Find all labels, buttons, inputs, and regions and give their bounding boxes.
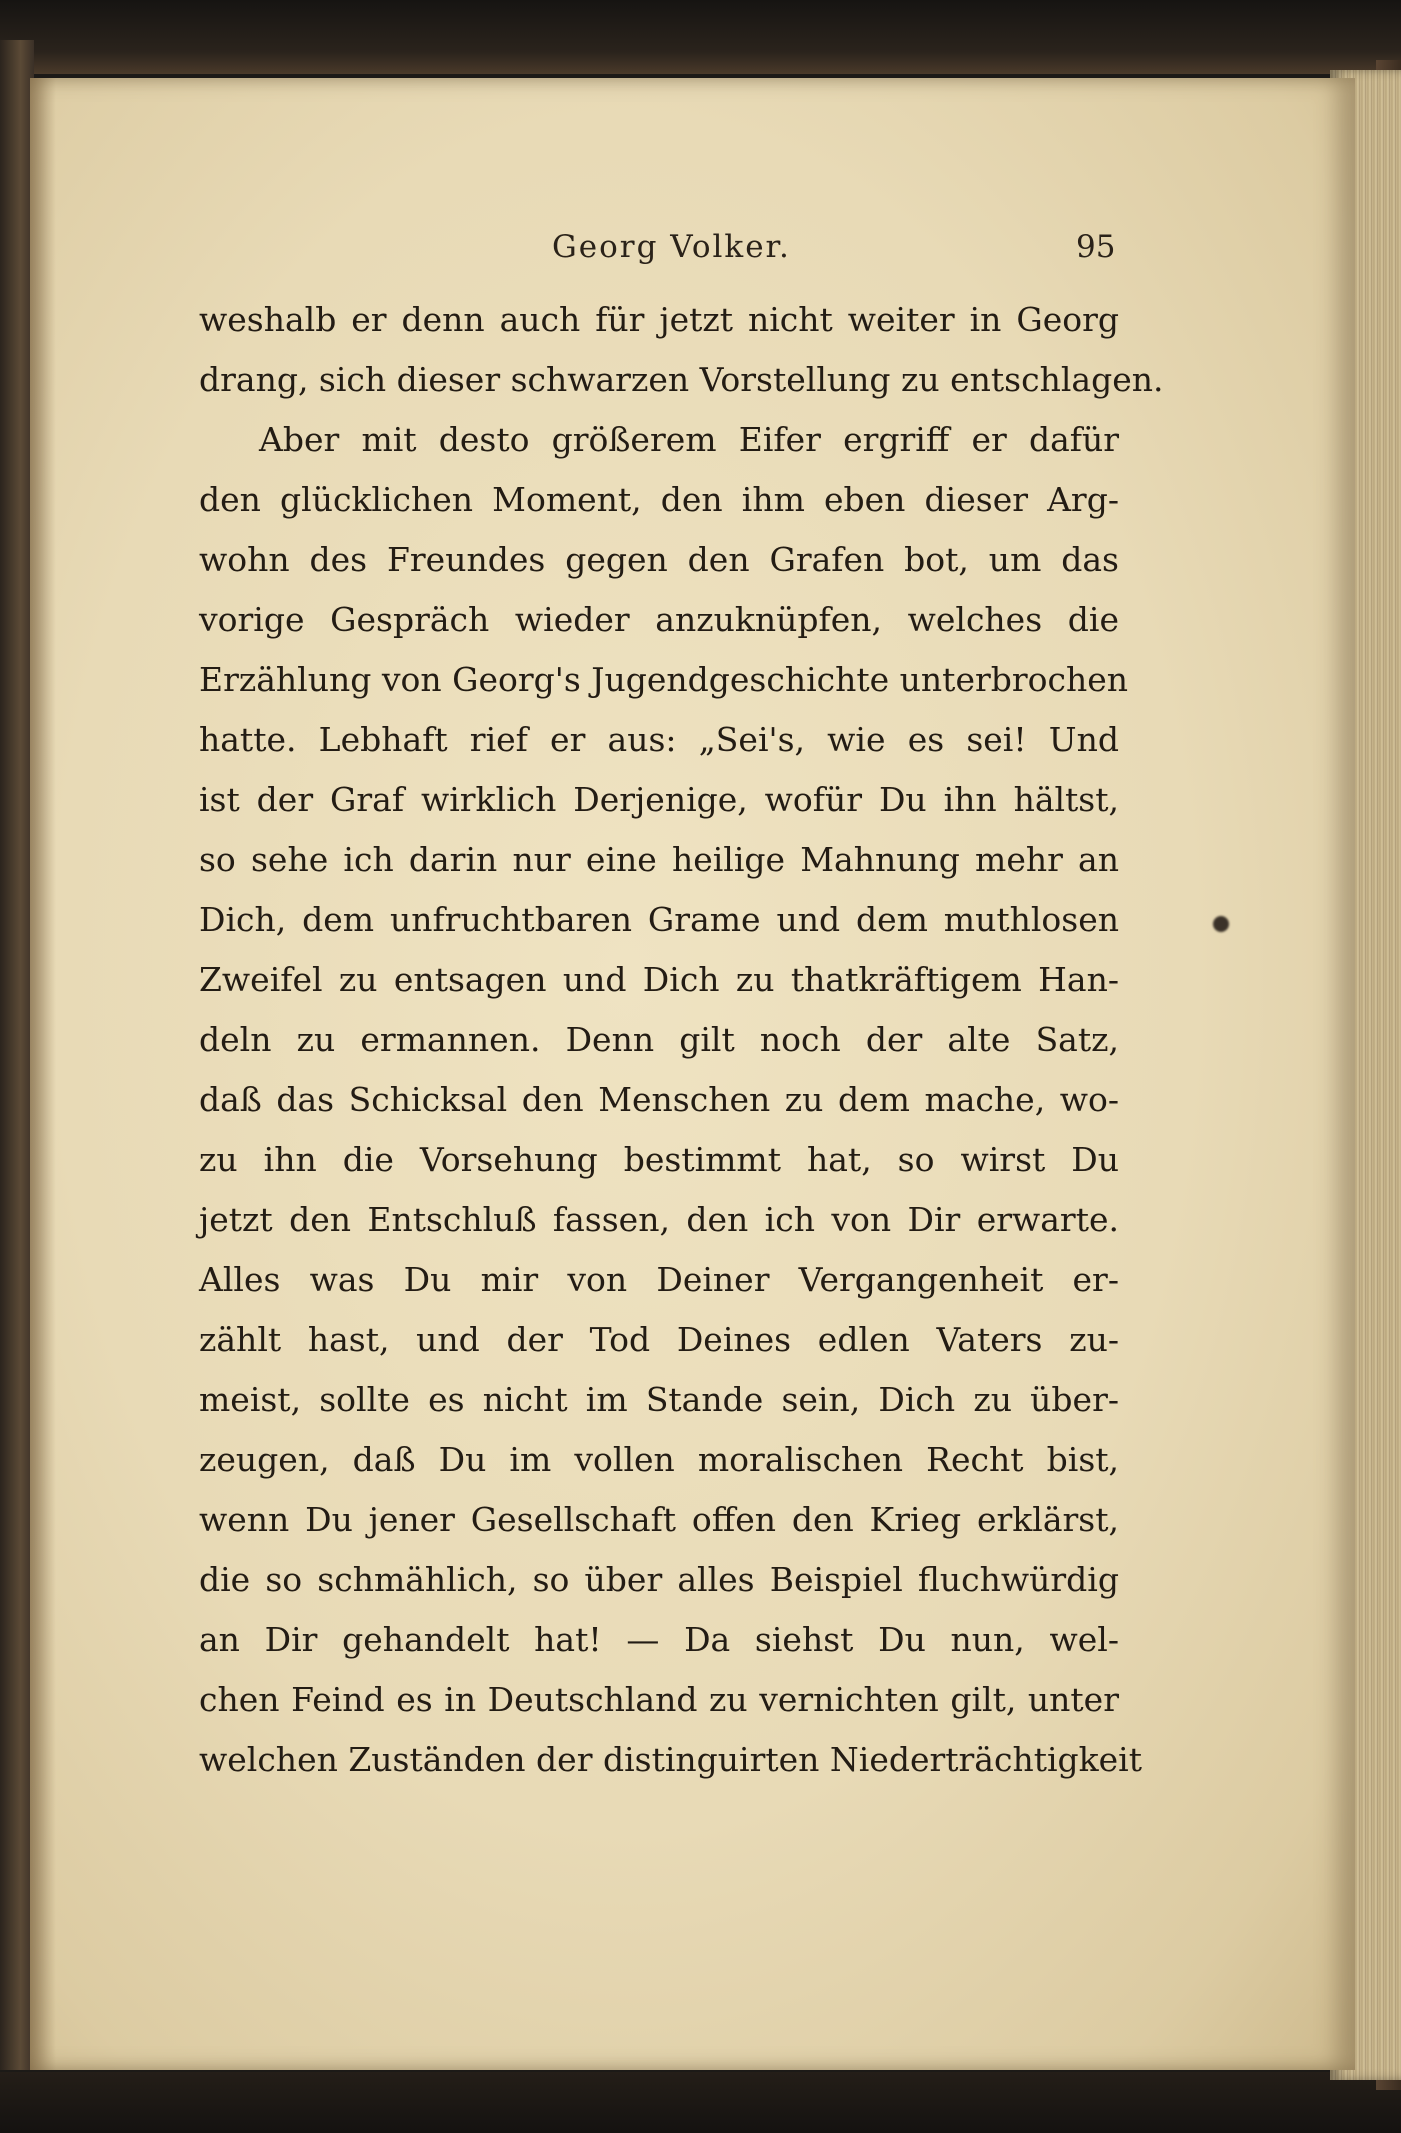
text-line: meist, sollte es nicht im Stande sein, Dich zu über-	[199, 1380, 1119, 1419]
page-number: 95	[1076, 229, 1116, 265]
text-line: chen Feind es in Deutschland zu vernichten gilt, unter	[199, 1680, 1119, 1719]
text-line: drang, sich dieser schwarzen Vorstellung zu entschlagen.	[199, 360, 1164, 399]
book-cover-top	[0, 0, 1401, 74]
text-line: jetzt den Entschluß fassen, den ich von Dir erwarte.	[199, 1200, 1119, 1239]
text-line: wenn Du jener Gesellschaft offen den Krieg erklärst,	[199, 1500, 1119, 1539]
gutter-shadow	[30, 78, 56, 2070]
text-line: zu ihn die Vorsehung bestimmt hat, so wirst Du	[199, 1140, 1119, 1179]
text-line: Alles was Du mir von Deiner Vergangenheit er-	[199, 1260, 1119, 1299]
book-cover-bottom	[0, 2072, 1401, 2133]
text-line: hatte. Lebhaft rief er aus: „Sei's, wie es sei! Und	[199, 720, 1119, 759]
text-line: den glücklichen Moment, den ihm eben dieser Arg-	[199, 480, 1119, 519]
text-line: vorige Gespräch wieder anzuknüpfen, welches die	[199, 600, 1119, 639]
text-line: Zweifel zu entsagen und Dich zu thatkräftigem Han-	[199, 960, 1119, 999]
text-line: Aber mit desto größerem Eifer ergriff er dafür	[259, 420, 1119, 459]
text-line: an Dir gehandelt hat! — Da siehst Du nun, wel-	[199, 1620, 1119, 1659]
text-line: deln zu ermannen. Denn gilt noch der alte Satz,	[199, 1020, 1119, 1059]
book-cover-left	[0, 40, 34, 2070]
text-line: zeugen, daß Du im vollen moralischen Recht bist,	[199, 1440, 1119, 1479]
text-line: welchen Zuständen der distinguirten Niederträchtigkeit	[199, 1740, 1142, 1779]
text-line: zählt hast, und der Tod Deines edlen Vaters zu-	[199, 1320, 1119, 1359]
ink-speck	[1213, 916, 1229, 932]
text-line: Dich, dem unfruchtbaren Grame und dem muthlosen	[199, 900, 1119, 939]
text-line: ist der Graf wirklich Derjenige, wofür Du ihn hältst,	[199, 780, 1119, 819]
text-line: so sehe ich darin nur eine heilige Mahnung mehr an	[199, 840, 1119, 879]
text-line: die so schmählich, so über alles Beispiel fluchwürdig	[199, 1560, 1119, 1599]
body-text	[199, 290, 1164, 1790]
text-line: daß das Schicksal den Menschen zu dem mache, wo-	[199, 1080, 1119, 1119]
text-line: Erzählung von Georg's Jugendgeschichte unterbrochen	[199, 660, 1129, 699]
text-line: weshalb er denn auch für jetzt nicht weiter in Georg	[199, 300, 1119, 339]
text-line: wohn des Freundes gegen den Grafen bot, um das	[199, 540, 1119, 579]
running-title: Georg Volker.	[552, 229, 791, 265]
book-page	[30, 78, 1355, 2070]
